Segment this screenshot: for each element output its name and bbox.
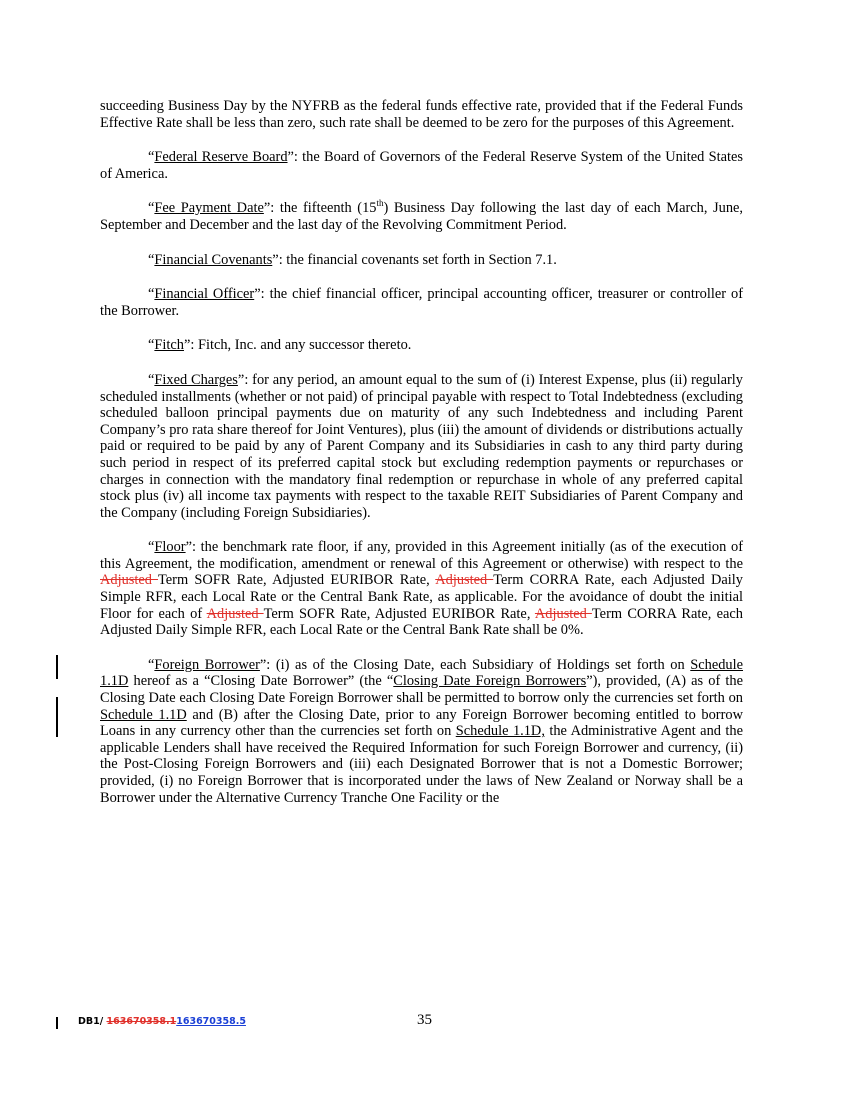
definition-text: : the Board of Governors of the Federal Reserve System of the United States of America. (100, 149, 743, 182)
defined-term: Federal Reserve Board (154, 149, 288, 166)
deleted-doc-id: 163670358.1 (106, 1016, 177, 1027)
change-bar (56, 697, 58, 737)
defined-term: Closing Date Foreign Borrowers (393, 673, 587, 690)
definition-fee-payment-date: “Fee Payment Date”: the fifteenth (15th) Business Day following the last day of each March, June, September and December and the last day of the Revolving Commitment Period. (100, 198, 744, 233)
schedule-reference: Schedule 1.1D (100, 706, 187, 723)
definition-text: : the chief financial officer, principal accounting officer, treasurer or controller of the Borrower. (100, 286, 743, 319)
definition-text: Term SOFR Rate, Adjusted EURIBOR Rate, (263, 605, 535, 622)
doc-id-prefix: DB1/ (78, 1016, 107, 1027)
defined-term: Financial Officer (154, 286, 255, 303)
defined-term: Floor (154, 539, 186, 556)
definition-foreign-borrower: “Foreign Borrower”: (i) as of the Closing Date, each Subsidiary of Holdings set forth on Schedule 1.1D hereof as a “Closing Date Borrower” (the “Closing Date Foreign Borrowers”), provided, (A) as of the Closing Date each Closing Date Foreign Borrower shall be permitted to borrow only the currencies set forth on Schedule 1.1D and (B) after the Closing Date, prior to any Foreign Borrower becoming entitled to borrow Loans in any currency other than the currencies set forth on Schedule 1.1D, the Administrative Agent and the applicable Lenders shall have received the Required Information for such Foreign Borrower and currency, (ii) the Post-Closing Foreign Borrowers and (iii) each Designated Borrower that is not a Domestic Borrower; provided, (i) no Foreign Borrower that is incorporated under the laws of New Zealand or Norway shall be a Borrower under the Alternative Currency Tranche One Facility or the (100, 656, 744, 806)
deleted-text: Adjusted (534, 605, 592, 622)
definition-text: Term CORRA Rate, each Adjusted Daily Simple RFR, each Local Rate or the Central Bank Rate, as applicable. For the avoidance of doubt the initial Floor for each of (100, 572, 743, 622)
definition-text: ) Business Day following the last day of each March, June, September and December and the last day of the Revolving Commitment Period. (100, 200, 744, 233)
paragraph-continuation: succeeding Business Day by the NYFRB as the federal funds effective rate, provided that if the Federal Funds Effective Rate shall be less than zero, such rate shall be deemed to be zero for the purposes of this Agreement. (100, 98, 743, 131)
definition-text: ”), provided, (A) as of the Closing Date each Closing Date Foreign Borrower shall be permitted to borrow only the currencies set forth on (100, 673, 743, 707)
definition-financial-officer: “Financial Officer”: the chief financial officer, principal accounting officer, treasurer or controller of the Borrower. (100, 286, 743, 319)
deleted-text: Adjusted (435, 572, 494, 589)
defined-term: Fee Payment Date (154, 200, 264, 217)
document-body (100, 98, 743, 824)
definition-financial-covenants: “Financial Covenants”: the financial covenants set forth in Section 7.1. (148, 251, 557, 268)
definition-federal-reserve-board: “Federal Reserve Board”: the Board of Governors of the Federal Reserve System of the United States of America. (100, 149, 743, 182)
schedule-reference: Schedule 1.1D (100, 656, 744, 690)
superscript: th (376, 198, 384, 209)
page-number: 35 (417, 1012, 432, 1028)
defined-term: Foreign Borrower (154, 656, 260, 673)
definition-text: : Fitch, Inc. and any successor thereto. (190, 337, 412, 354)
definition-text: Term SOFR Rate, Adjusted EURIBOR Rate, (157, 572, 436, 589)
definition-text: : the benchmark rate floor, if any, provided in this Agreement initially (as of the execution of this Agreement, the modification, amendment or renewal of this Agreement or otherwise) with respect to the (100, 539, 743, 572)
definition-text: : for any period, an amount equal to the sum of (i) Interest Expense, plus (ii) regularly scheduled installments (whether or not paid) of principal payable with respect to Total Indebtedness (excluding scheduled balloon principal payments due on maturity of any such Indebtedness and including Parent Company’s pro rata share thereof for Joint Ventures), plus (iii) the amount of dividends or distributions actually paid or required to be paid by any of Parent Company and its Subsidiaries in cash to any third party during such period in respect of its preferred capital stock but excluding redemption payments or repurchases or charges in connection with the mandatory final redemption or repurchase in whole of any preferred capital stock plus (iv) all income tax payments with respect to the taxable REIT Subsidiaries of Parent Company and the Company (including Foreign Subsidiaries). (100, 371, 744, 521)
definition-text: : the fifteenth (15 (270, 200, 377, 217)
deleted-text: Adjusted (100, 572, 158, 589)
definition-text: and (B) after the Closing Date, prior to any Foreign Borrower becoming entitled to borrow Loans in any currency other than the currencies set forth on (100, 706, 743, 740)
definition-fixed-charges: “Fixed Charges”: for any period, an amount equal to the sum of (i) Interest Expense, plus (ii) regularly scheduled installments (whether or not paid) of principal payable with respect to Total Indebtedness (excluding scheduled balloon principal payments due on maturity of any such Indebtedness and including Parent Company’s pro rata share thereof for Joint Ventures), plus (iii) the amount of dividends or distributions actually paid or required to be paid by any of Parent Company and its Subsidiaries in cash to any third party during such period in respect of its preferred capital stock but excluding redemption payments or repurchases or charges in connection with the mandatory final redemption or repurchase in whole of any preferred capital stock plus (iv) all income tax payments with respect to the taxable REIT Subsidiaries of Parent Company and the Company (including Foreign Subsidiaries). (100, 371, 744, 521)
defined-term: Financial Covenants (154, 251, 273, 268)
definition-text: the Administrative Agent and the applicable Lenders shall have received the Required Information for such Foreign Borrower and currency, (ii) the Post-Closing Foreign Borrowers and (iii) each Designated Borrower that is not a Domestic Borrower; provided, (i) no Foreign Borrower that is incorporated under the laws of New Zealand or Norway shall be a Borrower under the Alternative Currency Tranche One Facility or the (100, 723, 743, 806)
definition-text: : the financial covenants set forth in Section 7.1. (278, 251, 557, 268)
change-bar (56, 655, 58, 679)
definition-text: hereof as a “Closing Date Borrower” (the “ (128, 673, 394, 690)
inserted-doc-id: 163670358.5 (176, 1016, 246, 1027)
definition-floor: “Floor”: the benchmark rate floor, if any, provided in this Agreement initially (as of the execution of this Agreement, the modification, amendment or renewal of this Agreement or otherwise) with respect to the Adjusted Term SOFR Rate, Adjusted EURIBOR Rate, Adjusted Term CORRA Rate, each Adjusted Daily Simple RFR, each Local Rate or the Central Bank Rate, as applicable. For the avoidance of doubt the initial Floor for each of Adjusted Term SOFR Rate, Adjusted EURIBOR Rate, Adjusted Term CORRA Rate, each Adjusted Daily Simple RFR, each Local Rate or the Central Bank Rate shall be 0%. (100, 539, 743, 639)
definition-text: : (i) as of the Closing Date, each Subsidiary of Holdings set forth on (266, 656, 691, 673)
definition-text: Term CORRA Rate, each Adjusted Daily Simple RFR, each Local Rate or the Central Bank Rate shall be 0%. (100, 605, 743, 639)
deleted-text: Adjusted (206, 605, 264, 622)
defined-term: Fixed Charges (154, 371, 238, 388)
schedule-reference: Schedule 1.1D, (455, 723, 545, 740)
defined-term: Fitch (154, 337, 184, 354)
definition-fitch: “Fitch”: Fitch, Inc. and any successor thereto. (148, 337, 412, 354)
